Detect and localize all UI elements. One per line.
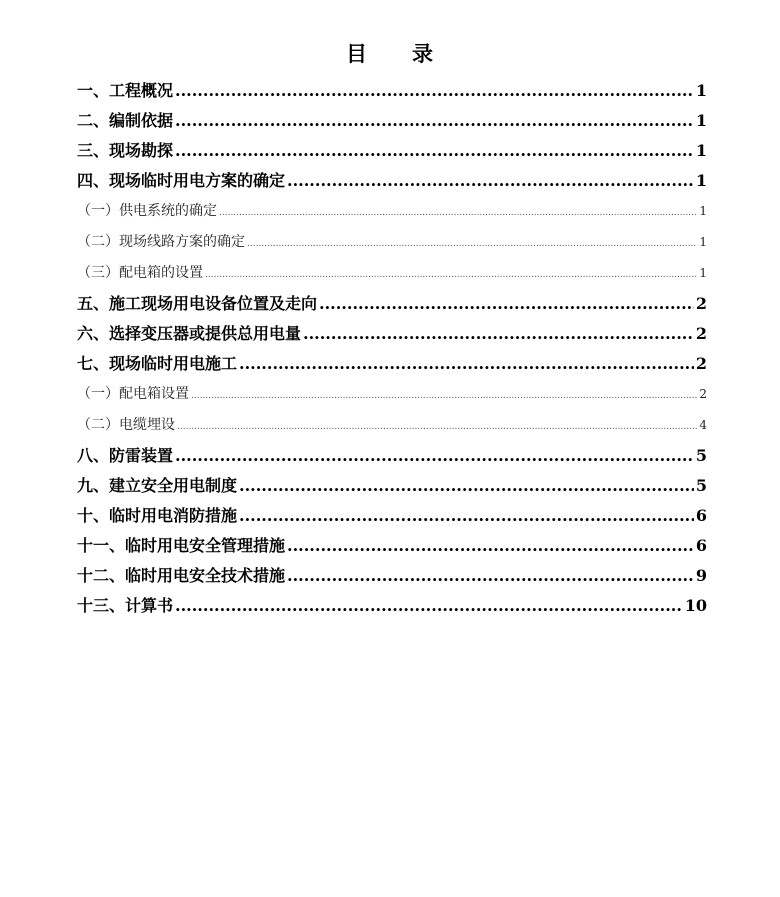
toc-leader-dots xyxy=(175,106,694,136)
toc-entry-page: 1 xyxy=(699,235,707,249)
toc-entry[interactable] xyxy=(77,471,707,501)
toc-subentry[interactable] xyxy=(77,227,707,258)
toc-entry-page: 1 xyxy=(699,266,707,280)
toc-subentry[interactable] xyxy=(77,258,707,289)
toc-entry-label: 七、现场临时用电施工 xyxy=(77,354,238,373)
toc-entry-label: 五、施工现场用电设备位置及走向 xyxy=(77,294,318,313)
toc-subentry[interactable] xyxy=(77,410,707,441)
toc-leader-dots xyxy=(175,136,694,166)
toc-leader-dots xyxy=(239,349,694,379)
toc-entry-label: （二）电缆埋设 xyxy=(77,417,175,433)
toc-entry[interactable] xyxy=(77,531,707,561)
toc-entry-page: 6 xyxy=(695,536,707,555)
toc-entry-label: 十三、计算书 xyxy=(77,596,174,615)
toc-entry-page: 1 xyxy=(699,204,707,218)
table-of-contents xyxy=(77,76,707,621)
toc-entry-page: 10 xyxy=(684,596,707,615)
toc-entry-label: 一、工程概况 xyxy=(77,81,174,100)
toc-entry-page: 5 xyxy=(695,446,707,465)
toc-leader-dots xyxy=(319,289,694,319)
toc-entry-page: 9 xyxy=(695,566,707,585)
toc-entry-page: 6 xyxy=(695,506,707,525)
toc-entry-label: 八、防雷装置 xyxy=(77,446,174,465)
toc-leader-dots xyxy=(287,531,694,561)
toc-title xyxy=(0,38,780,68)
toc-entry-page: 2 xyxy=(695,294,707,313)
toc-entry-page: 1 xyxy=(695,111,707,130)
toc-entry[interactable] xyxy=(77,289,707,319)
toc-title-right: 录 xyxy=(412,41,434,66)
toc-entry[interactable] xyxy=(77,441,707,471)
toc-entry-label: （三）配电箱的设置 xyxy=(77,265,203,281)
toc-entry-page: 2 xyxy=(699,387,707,401)
toc-leader-dots xyxy=(175,591,683,621)
toc-entry[interactable] xyxy=(77,501,707,531)
toc-entry[interactable] xyxy=(77,349,707,379)
toc-leader-dots xyxy=(175,441,694,471)
toc-entry[interactable] xyxy=(77,136,707,166)
toc-leader-dots xyxy=(287,561,694,591)
toc-entry-label: （一）供电系统的确定 xyxy=(77,203,217,219)
toc-entry[interactable] xyxy=(77,106,707,136)
toc-entry-label: （二）现场线路方案的确定 xyxy=(77,234,245,250)
toc-entry-label: 六、选择变压器或提供总用电量 xyxy=(77,324,302,343)
toc-entry-label: 二、编制依据 xyxy=(77,111,174,130)
toc-leader-dots xyxy=(175,76,694,106)
toc-leader-dots xyxy=(247,229,697,260)
toc-leader-dots xyxy=(239,471,694,501)
toc-entry-label: 九、建立安全用电制度 xyxy=(77,476,238,495)
toc-entry-page: 5 xyxy=(695,476,707,495)
toc-entry[interactable] xyxy=(77,591,707,621)
toc-subentry[interactable] xyxy=(77,196,707,227)
toc-leader-dots xyxy=(177,412,697,443)
toc-entry-label: 十二、临时用电安全技术措施 xyxy=(77,566,286,585)
toc-entry[interactable] xyxy=(77,319,707,349)
toc-leader-dots xyxy=(205,260,697,291)
toc-title-left: 目 xyxy=(346,41,368,66)
toc-entry[interactable] xyxy=(77,166,707,196)
toc-entry-label: 四、现场临时用电方案的确定 xyxy=(77,171,286,190)
toc-entry[interactable] xyxy=(77,76,707,106)
toc-entry-page: 2 xyxy=(695,354,707,373)
toc-leader-dots xyxy=(219,198,697,229)
toc-entry-label: 十、临时用电消防措施 xyxy=(77,506,238,525)
toc-leader-dots xyxy=(239,501,694,531)
toc-leader-dots xyxy=(191,381,697,412)
toc-entry-page: 2 xyxy=(695,324,707,343)
toc-entry-page: 4 xyxy=(699,418,707,432)
toc-leader-dots xyxy=(287,166,694,196)
toc-leader-dots xyxy=(303,319,694,349)
toc-entry-page: 1 xyxy=(695,141,707,160)
toc-entry-page: 1 xyxy=(695,171,707,190)
toc-entry-label: 十一、临时用电安全管理措施 xyxy=(77,536,286,555)
toc-entry[interactable] xyxy=(77,561,707,591)
toc-entry-label: 三、现场勘探 xyxy=(77,141,174,160)
toc-entry-label: （一）配电箱设置 xyxy=(77,386,189,402)
toc-subentry[interactable] xyxy=(77,379,707,410)
toc-entry-page: 1 xyxy=(695,81,707,100)
